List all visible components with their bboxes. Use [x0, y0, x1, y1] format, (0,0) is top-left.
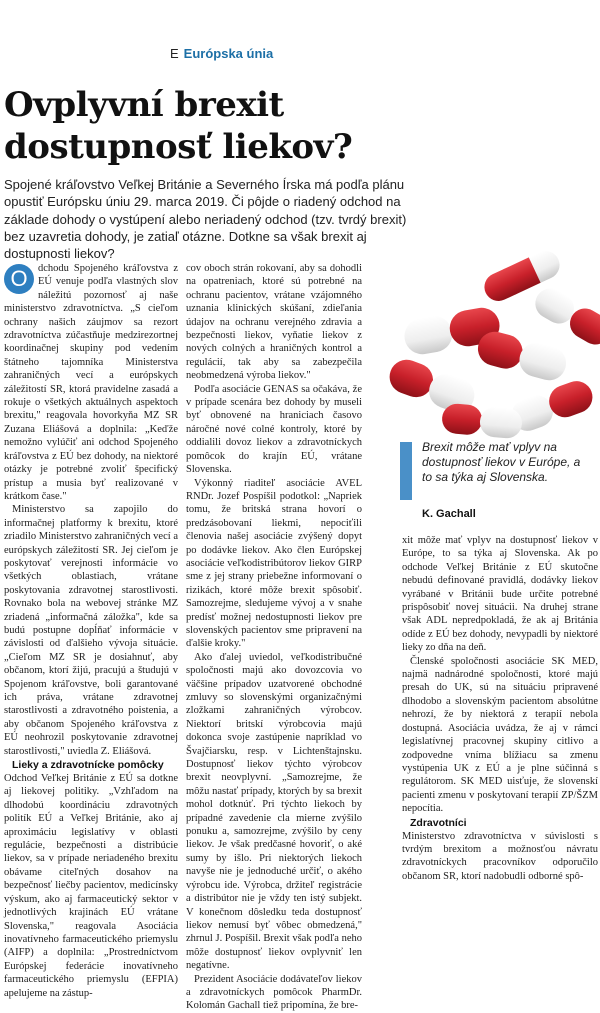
subheading-health-workers: Zdravotníci [402, 816, 598, 830]
paragraph: Členské spoločnosti asociácie SK MED, najmä nadnárodné spoločnosti, ktoré majú presah do UK, sú na situáciu pripravené dlhodobo a slovenským pacientom absolútne nehrozí, že by niektorá z terapií nebola dostupná. Asociácia uvádza, že aj v rámci legislatívnej pracovnej skupiny citlivo a zodpovedne vníma blížiacu sa zmenu vystúpenia UK z EÚ a je plne súčinná s regulátorom. SK MED uisťuje, že slovenskí pacienti zmenu v poskytovaní terapií ZP/ŠZM nepocítia. [402, 655, 598, 816]
paragraph [4, 262, 178, 503]
article-title: Ovplyvní brexit dostupnosť liekov? [4, 84, 474, 168]
section-name: Európska únia [184, 46, 274, 61]
section-header [170, 46, 273, 61]
column-1 [4, 262, 178, 847]
section-prefix: E [170, 46, 179, 61]
paragraph: Výkonný riaditeľ asociácie AVEL RNDr. Jozef Pospíšil podotkol: „Napriek tomu, že britská strana hovorí o predzásobovaní liekmi, nepociťili členovia našej asociácie zvýšený dopyt po dodávke liekov. Ako člen Európskej asociácie veľkodistribútorov liekov GIRP sme z jej strany priebežne informovaní o rizikách, ktoré môže brexit spôsobiť. Samozrejme, sledujeme vývoj a v snahe predísť možnej nedostupnosti liekov pre slovenských pacientov sme pripravení na ďalšie kroky." [186, 477, 362, 651]
column-2 [186, 262, 362, 847]
pills-image [372, 236, 600, 436]
column-3 [402, 534, 598, 847]
paragraph-text: dchodu Spojeného kráľovstva z EÚ venuje podľa vlastných slov náležitú pozornosť aj naše ministerstvo zdravotníctva. „S cieľom ochrany našich záujmov sa rezort zdravotníctva zúčastňuje medzirezortnej koordinačnej skupiny pod vedením štátneho tajomníka Ministerstva zahraničných vecí a európskych záležitostí SR, ktorá pravidelne zasadá a rokuje o všetkých aktuálnych aspektoch brexitu," reagovala hovorkyňa MZ SR Zuzana Eliášová a doplnila: „Keďže nemožno vylúčiť ani odchod Spojeného kráľovstva z EÚ bez dohody, na niektoré otázky je potrebné zvoliť špecifický prístup a musia byť realizované v krátkom čase." [4, 263, 178, 502]
pull-quote [400, 440, 596, 528]
quote-text: Brexit môže mať vplyv na dostupnosť liekov v Európe, a to sa týka aj Slovenska. [422, 440, 592, 485]
paragraph: xit môže mať vplyv na dostupnosť liekov v Európe, to sa týka aj Slovenska. Ak po odchode Veľkej Británie z EÚ skutočne nebudú definované pravidlá, dodávky liekov vyrábané v Británii bude určite potrebné prispôsobiť novej situácii. Na druhej strane však ADL nepredpokladá, že ak aj Británia odíde z EÚ bez dohody, nevypadli by niektoré lieky zo dňa na deň. [402, 534, 598, 655]
paragraph: Podľa asociácie GENAS sa očakáva, že v prípade scenára bez dohody by museli byť obnovené na hraniciach časovo náročné nové colné kontroly, ktoré by oddialili dovoz liekov a zdravotníckych pomôcok do krajín EÚ, vrátane Slovenska. [186, 383, 362, 477]
pills-illustration [372, 236, 600, 436]
paragraph: Ako ďalej uviedol, veľkodistribučné spoločnosti majú ako dovozcovia vo väčšine prípadov uzatvorené obchodné zmluvy so slovenskými organizačnými zložkami zahraničných výrobcov. Niektorí britskí výrobcovia majú dokonca svoje zastúpenie napríklad vo Švajčiarsku, resp. v Lichtenštajnsku. Dostupnosť liekov týchto výrobcov brexit neovplyvní. „Samozrejme, že môžu nastať prípady, ktorých by sa brexit mohol dotknúť. Pri týchto liekoch by prípadné zavedenie cla mierne zvýšilo ponuku a, samozrejme, zvýšilo by ceny liekov. Je však predčasné hovoriť, o aké sumy by išlo. Pri niektorých liekoch navyše nie je jednoduché určiť, o akého výrobcu ide. Výrobca, držiteľ registrácie a distribútor nie je vždy ten istý subjekt. V konečnom dôsledku teda dostupnosť liekov nemusí byť vôbec obmedzená," zhrnul J. Pospíšil. Brexit však podľa neho môže dostupnosť liekov ovplyvniť len negatívne. [186, 651, 362, 973]
paragraph: Prezident Asociácie dodávateľov liekov a zdravotníckych pomôcok PharmDr. Kolomán Gachall tiež pripomína, že bre- [186, 973, 362, 1013]
paragraph: Ministerstvo zdravotníctva v súvislosti s tvrdým brexitom a možnosťou návratu zdravotníckych pracovníkov odporučilo občanom SR, ktorí nadobudli odborné spô- [402, 830, 598, 884]
quote-bar [400, 442, 412, 500]
paragraph: cov oboch strán rokovaní, aby sa dohodli na opatreniach, ktoré sú potrebné na ochranu pacientov, vrátane vzájomného uznania klinických skúšaní, zdieľania údajov na ochranu verejného zdravia a bezpečnosti liekov, vyňatie liekov z nových colných a hraničných kontrol a regulácií, tak aby sa zabezpečila neobmedzená výroba liekov." [186, 262, 362, 383]
drop-cap: O [4, 264, 34, 294]
paragraph: Ministerstvo sa zapojilo do informačnej platformy k brexitu, ktoré zriadilo Ministerstvo zahraničných vecí a európskych záležitostí SR. Jej cieľom je poskytovať verejnosti informácie vo všetkých oblastiach, vrátane poskytovania zdravotnej starostlivosti. Rovnako bola na webovej stránke MZ zriadená „informačná záložka", kde sa budú postupne dopĺňať informácie v závislosti od ďalšieho vývoja situácie. „Cieľom MZ SR je dosiahnuť, aby občanom, ktorí žijú, pracujú a študujú v Spojenom kráľovstve, boli garantované ich práva, vrátane zdravotnej starostlivosti a zdravotného poistenia, a aby občanom Spojeného kráľovstva z EÚ neohrozil poskytovanie zdravotnej starostlivosti," uviedla Z. Eliášová. [4, 503, 178, 758]
subheading-drugs: Lieky a zdravotnícke pomôcky [4, 758, 178, 772]
quote-author: K. Gachall [422, 508, 476, 520]
paragraph: Odchod Veľkej Británie z EÚ sa dotkne aj liekovej politiky. „Vzhľadom na dlhodobú koordináciu zdravotných politík EÚ a Veľkej Británie, ako aj aproximáciu legislatívy v oblasti regulácie, bezpečnosti a distribúcie liekov, sa v prípade neriadeného brexitu obávame citeľných dosahov na bezpečnosť liečby pacientov, medicínsky výskum, ako aj farmaceutický sektor v jednotlivých krajinách EÚ vrátane Slovenska," reagovala Asociácia inovatívneho farmaceutického priemyslu (AIFP) a doplnila: „Prostredníctvom Európskej federácie inovatívneho farmaceutického priemyslu (EFPIA) apelujeme na zástup- [4, 772, 178, 1000]
article-lead: Spojené kráľovstvo Veľkej Británie a Severného Írska má podľa plánu opustiť Európsku úniu 29. marca 2019. Či pôjde o riadený odchod na základe dohody o vystúpení alebo neriadený odchod (tzv. tvrdý brexit) bez uzavretia dohody, je zatiaľ otázne. Dotkne sa však brexit aj dostupnosti liekov? [4, 176, 412, 262]
